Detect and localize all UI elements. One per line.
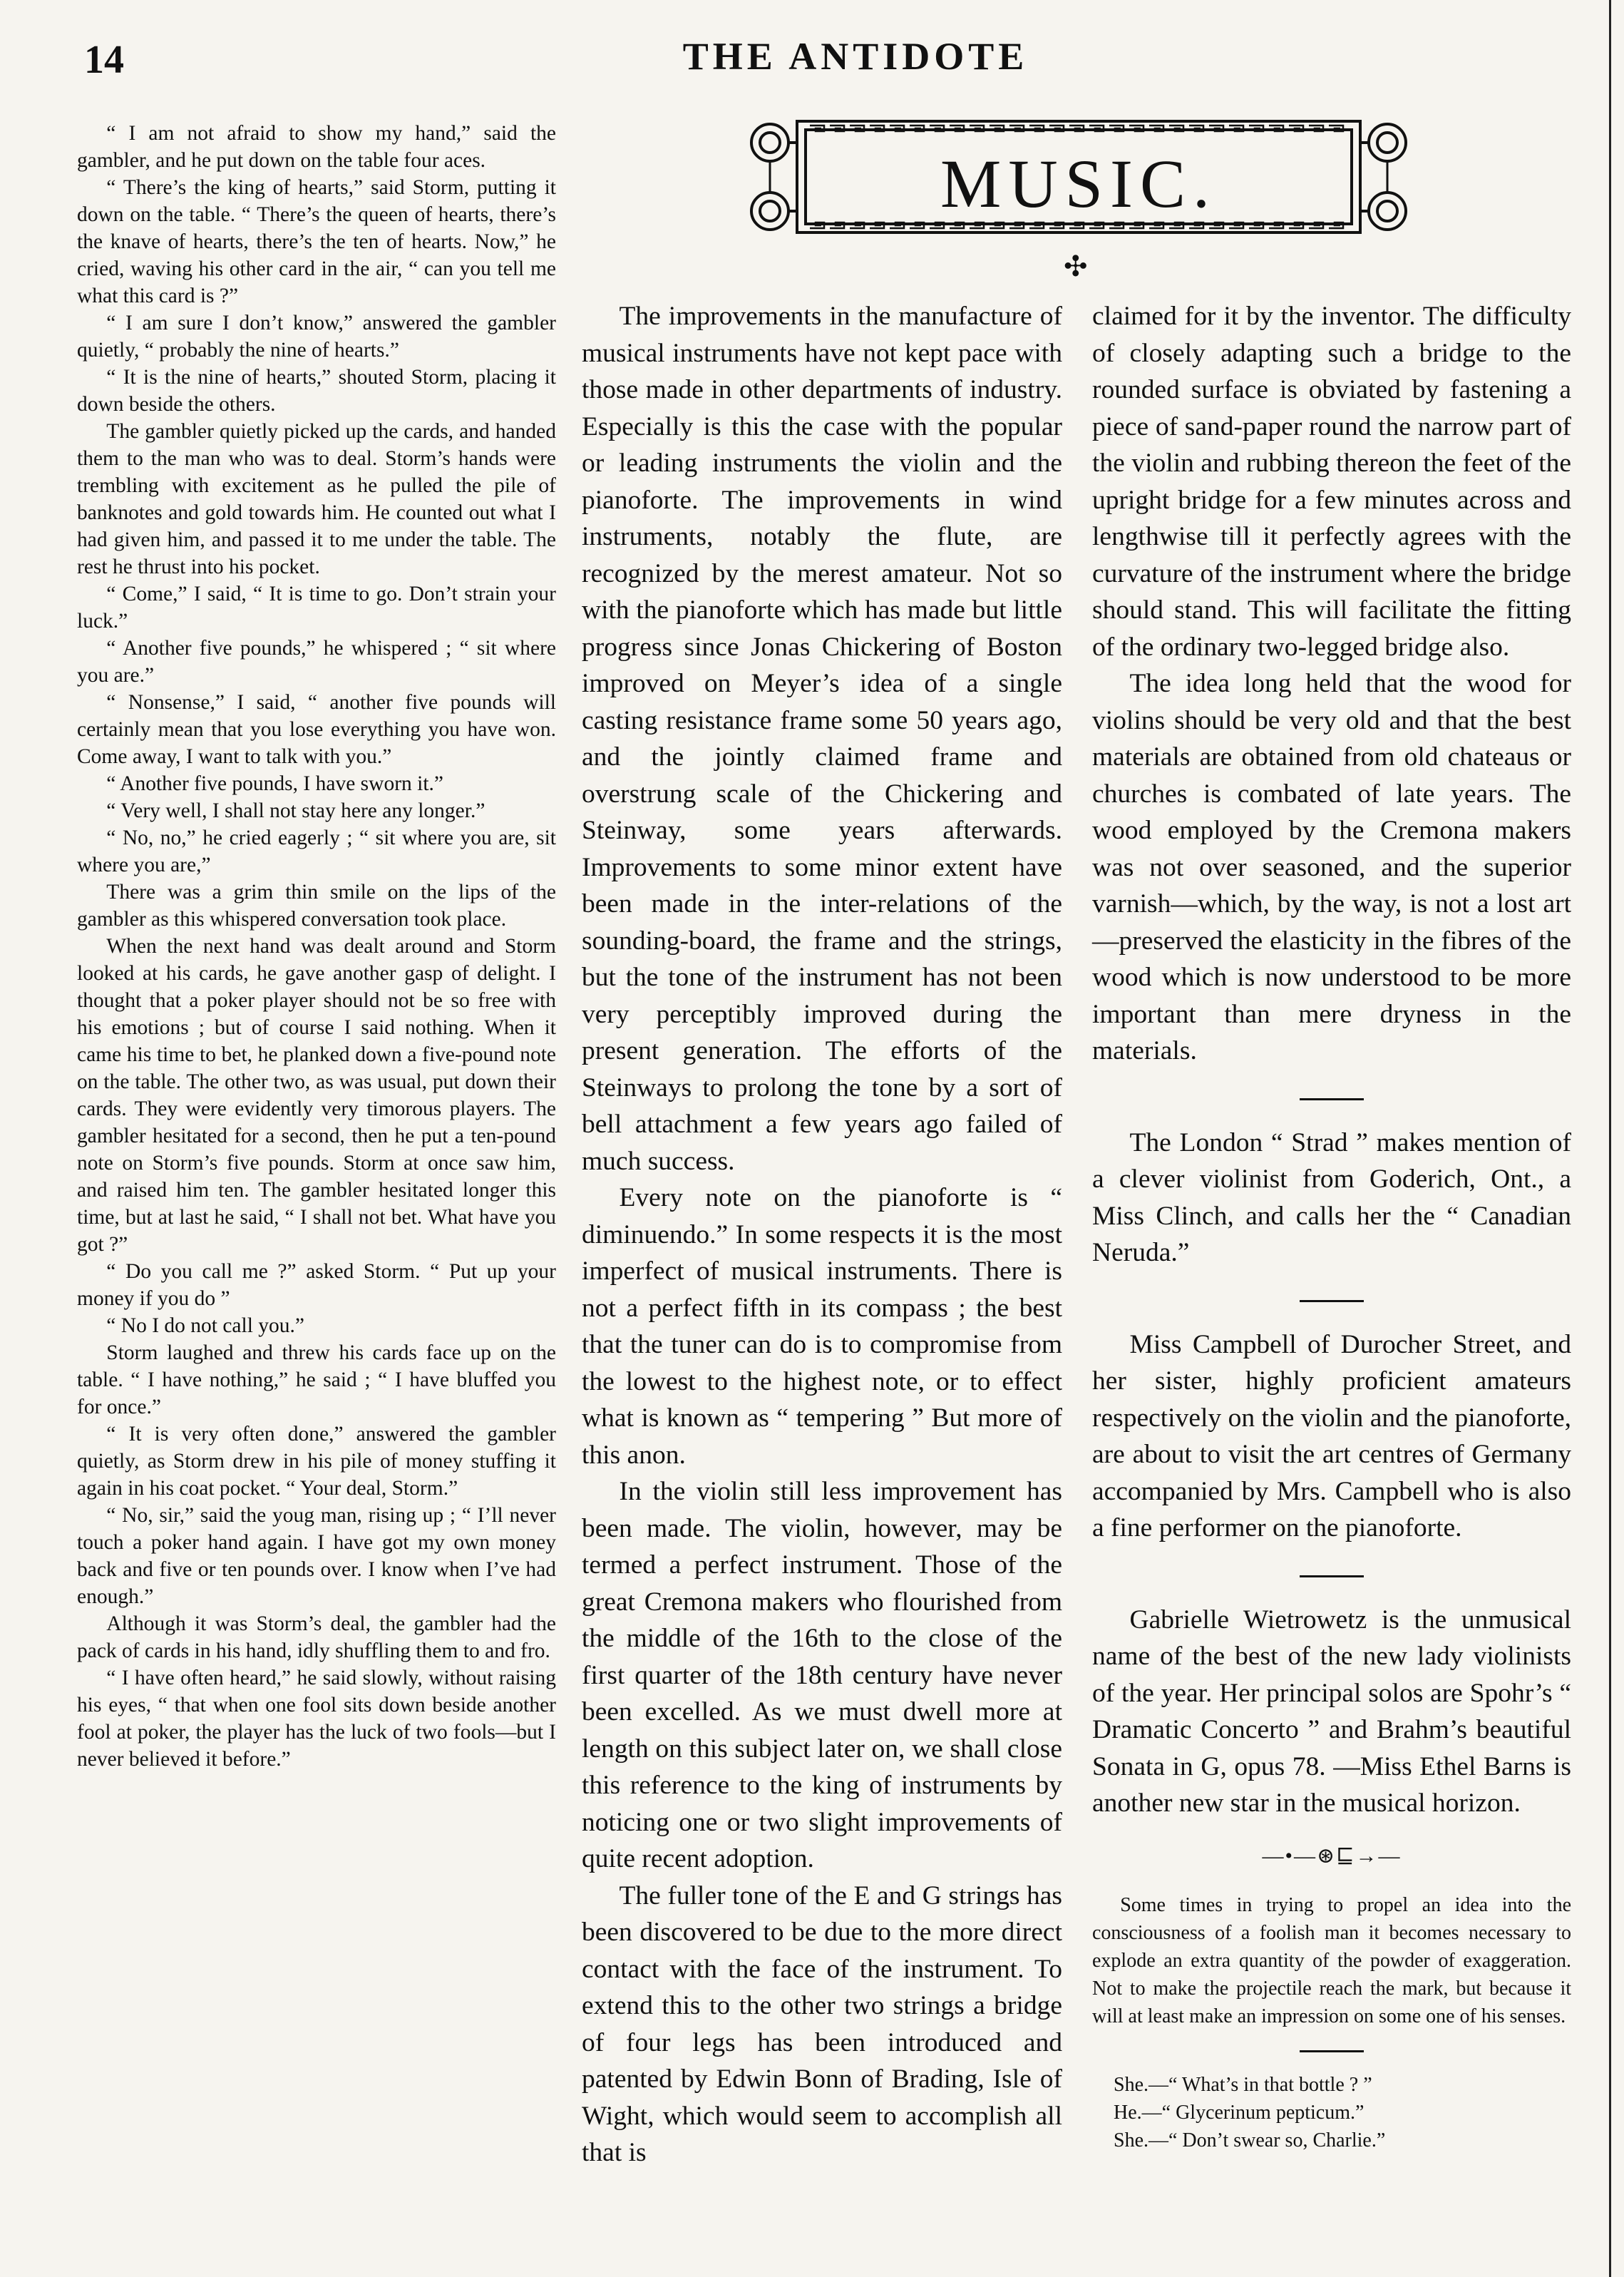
- page-number: 14: [84, 38, 124, 82]
- campbell-note: Miss Campbell of Durocher Street, and her sister, highly proficient amateurs respectively on the violin and the pianoforte, are about to visit the art centres of Germany accompanied by Mrs. Campbell who is also a fine performer on the pianoforte.: [1092, 1329, 1571, 1542]
- article-paragraph: Every note on the pianoforte is “ diminuendo.” In some respects it is the most imperfect of musical instruments. There is not a perfect fifth in its compass ; the best that the tuner can do is to compromise from the lowest to the highest note, or to effect what is known as “ tempering ” But more of this anon.: [582, 1183, 1062, 1470]
- story-paragraph: “ I have often heard,” he said slowly, without raising his eyes, “ that when one fool sits down beside another fool at poker, the player has the luck of two fools—but I never believed it before.”: [77, 1667, 556, 1771]
- story-column: [77, 120, 556, 1773]
- article-paragraph: In the violin still less improvement has been made. The violin, however, may be termed a perfect instrument. Those of the great Cremona makers who flourished from the middle of the 16th to the close of the first quarter of the 18th century have never been excelled. As we must dwell more at length on this subject later on, we shall close this reference to the king of instruments by noticing one or two slight improvements of quite recent adoption.: [582, 1477, 1062, 1873]
- article-paragraph: The fuller tone of the E and G strings has been discovered to be due to the more direct contact with the face of the instrument. To extend this to the other two strings a bridge of four legs has been introduced and patented by Edwin Bonn of Brading, Isle of Wight, which would seem to accomplish all that is: [582, 1881, 1062, 2167]
- dialogue-line: She.—“ What’s in that bottle ? ”: [1114, 2074, 1372, 2096]
- idea-note: Some times in trying to propel an idea into the consciousness of a foolish man it becomes necessary to explode an extra quantity of the powder of exaggeration. Not to make the projectile reach the mark, but because it will at least make an impression on some one of his senses.: [1092, 1894, 1571, 2027]
- story-paragraph: The gambler quietly picked up the cards, and handed them to the man who was to deal. Storm’s hands were trembling with excitement as he pulled the pile of banknotes and gold towards him. He counted out what I had given him, and passed it to me under the table. The rest he thrust into his pocket.: [77, 420, 556, 578]
- dialogue-line: He.—“ Glycerinum pepticum.”: [1114, 2102, 1365, 2124]
- story-paragraph: “ I am not afraid to show my hand,” said the gambler, and he put down on the table four aces.: [77, 122, 556, 172]
- story-paragraph: “ No I do not call you.”: [106, 1314, 305, 1337]
- story-paragraph: “ Very well, I shall not stay here any longer.”: [106, 799, 485, 822]
- story-paragraph: “ There’s the king of hearts,” said Storm, putting it down on the table. “ There’s the queen of hearts, there’s the knave of hearts, there’s the ten of hearts. Now,” he cried, waving his other card in the air, “ can you tell me what this card is ?”: [77, 176, 556, 307]
- music-header: [726, 113, 1432, 241]
- section-rule: [1300, 1575, 1364, 1577]
- story-paragraph: “ Another five pounds,” he whispered ; “ sit where you are.”: [77, 637, 556, 687]
- story-paragraph: “ It is very often done,” answered the gambler quietly, as Storm drew in his pile of money stuffing it again in his coat pocket. “ Your deal, Storm.”: [77, 1423, 556, 1500]
- wietrowetz-note: Gabrielle Wietrowetz is the unmusical name of the best of the new lady violinists of the year. Her principal solos are Spohr’s “ Dramatic Concerto ” and Brahm’s beautiful Sonata in G, opus 78. —Miss Ethel Barns is another new star in the musical horizon.: [1092, 1605, 1571, 1818]
- fleuron-ornament: ✣: [1064, 250, 1088, 282]
- page-edge: [1609, 0, 1624, 2277]
- dialogue-line: She.—“ Don’t swear so, Charlie.”: [1114, 2129, 1386, 2151]
- strad-note: The London “ Strad ” makes mention of a clever violinist from Goderich, Ont., a Miss Clinch, and calls her the “ Canadian Neruda.”: [1092, 1127, 1571, 1267]
- masthead: THE ANTIDOTE: [682, 35, 1029, 78]
- article-continuation: claimed for it by the inventor. The difficulty of closely adapting such a bridge to the rounded surface is obviated by fastening a piece of sand-paper round the narrow part of the violin and rubbing thereon the feet of the upright bridge for a few minutes across and lengthwise till it perfectly agrees with the curvature of the instrument where the bridge should stand. This will facilitate the fitting of the ordinary two-legged bridge also.: [1092, 302, 1571, 662]
- story-paragraph: There was a grim thin smile on the lips of the gambler as this whispered conversation took place.: [77, 881, 556, 931]
- story-paragraph: “ I am sure I don’t know,” answered the gambler quietly, “ probably the nine of hearts.”: [77, 312, 556, 362]
- section-rule: [1300, 2050, 1364, 2052]
- story-paragraph: “ It is the nine of hearts,” shouted Storm, placing it down beside the others.: [77, 366, 556, 416]
- story-paragraph: “ Another five pounds, I have sworn it.”: [106, 772, 444, 795]
- music-article-column: [582, 298, 1062, 2171]
- story-paragraph: “ Come,” I said, “ It is time to go. Don’t strain your luck.”: [77, 583, 556, 633]
- section-title: MUSIC.: [940, 145, 1218, 222]
- article-paragraph: The improvements in the manufacture of musical instruments have not kept pace with those made in other departments of industry. Especially is this the case with the popular or leading instruments the violin and the pianoforte. The improvements in wind instruments, notably the flute, are recognized by the merest amateur. Not so with the pianoforte which has made but little progress since Jonas Chickering of Boston improved on Meyer’s idea of a single casting resistance frame some 50 years ago, and the jointly claimed frame and overstrung scale of the Chickering and Steinway, some years afterwards. Improvements to some minor extent have been made in the inter-relations of the sounding-board, the frame and the strings, but the tone of the instrument has not been very perceptibly improved during the present generation. The efforts of the Steinways to prolong the tone by a sort of bell attachment a few years ago failed of much success.: [582, 302, 1062, 1176]
- story-paragraph: “ Do you call me ?” asked Storm. “ Put up your money if you do ”: [77, 1260, 556, 1310]
- story-paragraph: When the next hand was dealt around and Storm looked at his cards, he gave another gasp of delight. I thought that a poker player should not be so free with his emotions ; but of course I said nothing. When it came his time to bet, he planked down a five-pound note on the table. The other two, as was usual, put down their cards. They were evidently very timorous players. The gambler hesitated for a second, then he put a ten-pound note on Storm’s five pounds. Storm at once saw him, and raised him ten. The gambler hesitated longer this time, but at last he said, “ I shall not bet. What have you got ?”: [77, 935, 556, 1256]
- section-rule: [1300, 1300, 1364, 1302]
- story-paragraph: Storm laughed and threw his cards face up on the table. “ I have nothing,” he said ; “ I have bluffed you for once.”: [77, 1341, 556, 1418]
- story-paragraph: Although it was Storm’s deal, the gambler had the pack of cards in his hand, idly shuffling them to and fro.: [77, 1612, 556, 1662]
- joke-dialogue: [1092, 2071, 1571, 2154]
- story-paragraph: “ No, sir,” said the youg man, rising up ; “ I’ll never touch a poker hand again. I have got my own money back and five or ten pounds over. I know when I’ve had enough.”: [77, 1504, 556, 1608]
- story-paragraph: “ No, no,” he cried eagerly ; “ sit where you are, sit where you are,”: [77, 827, 556, 876]
- section-rule: [1300, 1098, 1364, 1100]
- story-paragraph: “ Nonsense,” I said, “ another five pounds will certainly mean that you lose everything you have won. Come away, I want to talk with you.”: [77, 691, 556, 768]
- music-notes-column: [1092, 298, 1571, 2154]
- ornament-divider: —•—⊛⊑→—: [1262, 1843, 1402, 1868]
- wood-paragraph: The idea long held that the wood for violins should be very old and that the best materials are obtained from old chateaus or churches is combated of late years. The wood employed by the Cremona makers was not over seasoned, and the superior varnish—which, by the way, is not a lost art—preserved the elasticity in the fibres of the wood which is now understood to be more important than mere dryness in the materials.: [1092, 669, 1571, 1065]
